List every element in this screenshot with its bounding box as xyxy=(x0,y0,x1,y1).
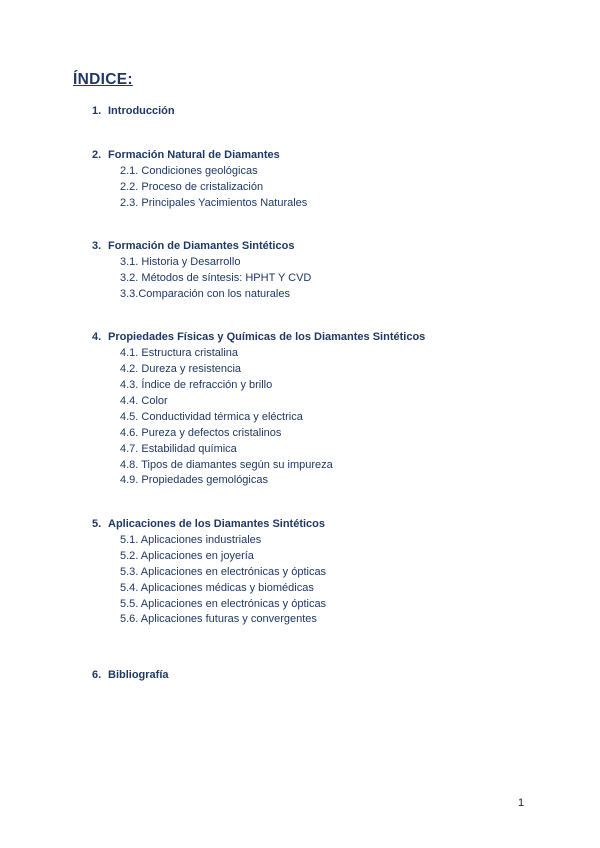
toc-section-1 xyxy=(92,105,175,117)
toc-subsection-5-3: 5.3. Aplicaciones en electrónicas y ópticas xyxy=(120,566,327,578)
toc-subsection-4-4: 4.4. Color xyxy=(120,395,168,407)
toc-section-label: Formación de Diamantes Sintéticos xyxy=(108,240,295,252)
toc-subsection-4-7: 4.7. Estabilidad química xyxy=(120,443,237,455)
toc-subsection-4-6: 4.6. Pureza y defectos cristalinos xyxy=(120,427,282,439)
toc-section-number: 3. xyxy=(92,240,102,252)
toc-section-number: 6. xyxy=(92,669,102,681)
toc-subsection-2-3: 2.3. Principales Yacimientos Naturales xyxy=(120,197,308,209)
toc-section-6 xyxy=(92,669,169,681)
toc-section-number: 1. xyxy=(92,105,102,117)
toc-section-label: Propiedades Físicas y Químicas de los Diamantes Sintéticos xyxy=(108,331,426,343)
toc-subsection-5-5: 5.5. Aplicaciones en electrónicas y ópticas xyxy=(120,598,327,610)
toc-section-label: Aplicaciones de los Diamantes Sintéticos xyxy=(108,518,326,530)
toc-section-2 xyxy=(92,149,280,161)
toc-subsection-2-1: 2.1. Condiciones geológicas xyxy=(120,165,258,177)
toc-section-number: 4. xyxy=(92,331,102,343)
toc-subsection-3-3: 3.3.Comparación con los naturales xyxy=(120,288,290,300)
page-title: ÍNDICE: xyxy=(73,71,133,88)
toc-subsection-4-1: 4.1. Estructura cristalina xyxy=(120,347,238,359)
toc-section-label: Introducción xyxy=(108,105,175,117)
toc-section-3 xyxy=(92,240,294,252)
toc-subsection-3-1: 3.1. Historia y Desarrollo xyxy=(120,256,241,268)
toc-section-number: 2. xyxy=(92,149,102,161)
toc-section-4 xyxy=(92,331,425,343)
toc-section-5 xyxy=(92,518,325,530)
toc-subsection-5-1: 5.1. Aplicaciones industriales xyxy=(120,534,262,546)
toc-section-number: 5. xyxy=(92,518,102,530)
toc-section-label: Formación Natural de Diamantes xyxy=(108,149,280,161)
toc-subsection-4-3: 4.3. Índice de refracción y brillo xyxy=(120,379,273,391)
toc-subsection-5-2: 5.2. Aplicaciones en joyería xyxy=(120,550,254,562)
toc-subsection-4-9: 4.9. Propiedades gemológicas xyxy=(120,474,268,486)
toc-subsection-5-6: 5.6. Aplicaciones futuras y convergentes xyxy=(120,613,317,625)
toc-subsection-5-4: 5.4. Aplicaciones médicas y biomédicas xyxy=(120,582,314,594)
toc-subsection-4-8: 4.8. Tipos de diamantes según su impureza xyxy=(120,459,333,471)
toc-subsection-4-5: 4.5. Conductividad térmica y eléctrica xyxy=(120,411,303,423)
page-number: 1 xyxy=(518,797,525,809)
toc-subsection-4-2: 4.2. Dureza y resistencia xyxy=(120,363,242,375)
toc-subsection-2-2: 2.2. Proceso de cristalización xyxy=(120,181,264,193)
toc-subsection-3-2: 3.2. Métodos de síntesis: HPHT Y CVD xyxy=(120,272,312,284)
toc-section-label: Bibliografía xyxy=(108,669,169,681)
